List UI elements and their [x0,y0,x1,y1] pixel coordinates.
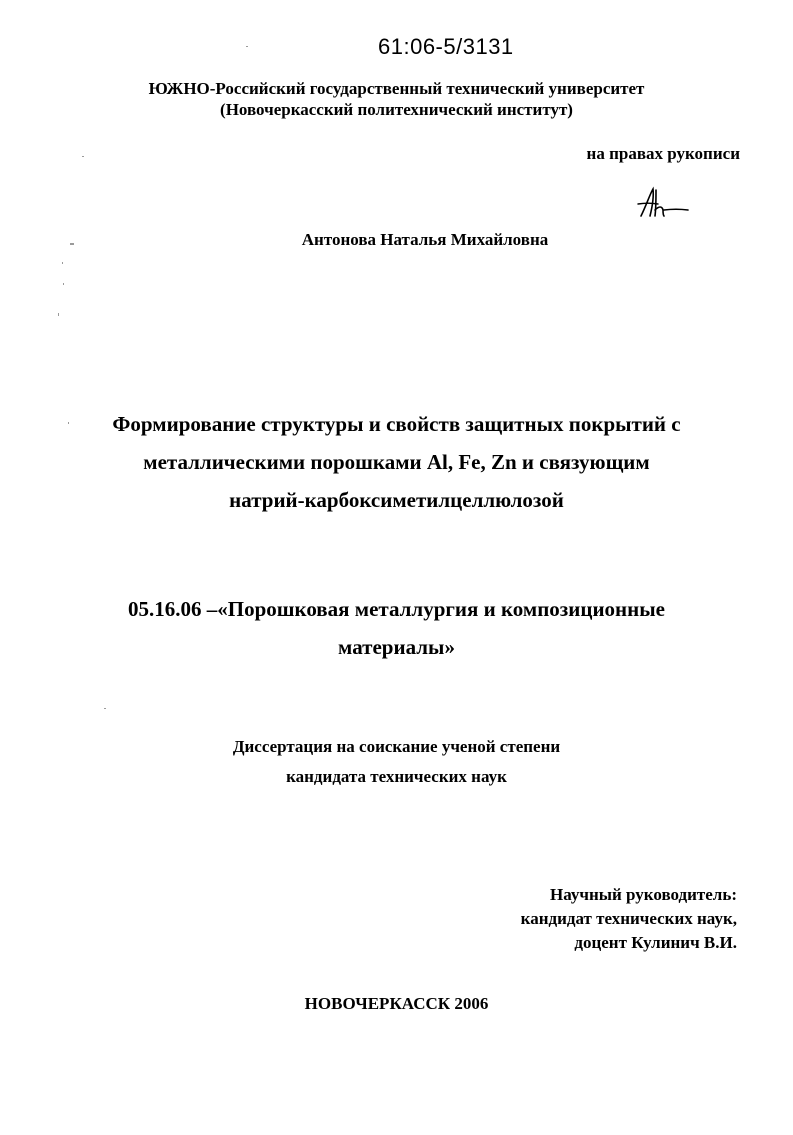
archive-code: 61:06-5/3131 [378,34,514,59]
scan-speck [70,243,74,245]
scan-speck [62,262,63,264]
institute-name: (Новочеркасский политехнический институт) [220,100,573,119]
scan-speck [68,422,69,424]
advisor-degree: кандидат технических наук, [520,909,737,928]
scan-speck [63,283,64,285]
advisor-name: доцент Кулинич В.И. [574,933,737,952]
scan-speck [104,708,106,709]
manuscript-rights-note: на правах рукописи [586,144,740,163]
scan-speck [58,313,59,316]
thesis-title-line: металлическими порошками Al, Fe, Zn и связующим [143,450,650,474]
scan-speck [246,46,248,47]
university-name: ЮЖНО-Российский государственный технический университет [148,79,645,98]
specialty-line: 05.16.06 –«Порошковая металлургия и композиционные [128,597,665,621]
author-name: Антонова Наталья Михайловна [301,230,549,249]
scan-speck [82,156,84,157]
thesis-title-line: натрий-карбоксиметилцеллюлозой [229,488,564,512]
specialty [0,590,793,666]
advisor-label: Научный руководитель: [550,885,737,904]
thesis-title-line: Формирование структуры и свойств защитных покрытий с [112,412,681,436]
scientific-advisor [521,883,737,955]
thesis-title [0,405,793,519]
degree-statement [0,732,793,792]
handwritten-signature [632,186,692,220]
city-year: НОВОЧЕРКАССК 2006 [304,994,489,1013]
specialty-line: материалы» [338,635,455,659]
degree-line: кандидата технических наук [286,767,507,786]
university-block [0,78,793,120]
degree-line: Диссертация на соискание ученой степени [232,737,561,756]
